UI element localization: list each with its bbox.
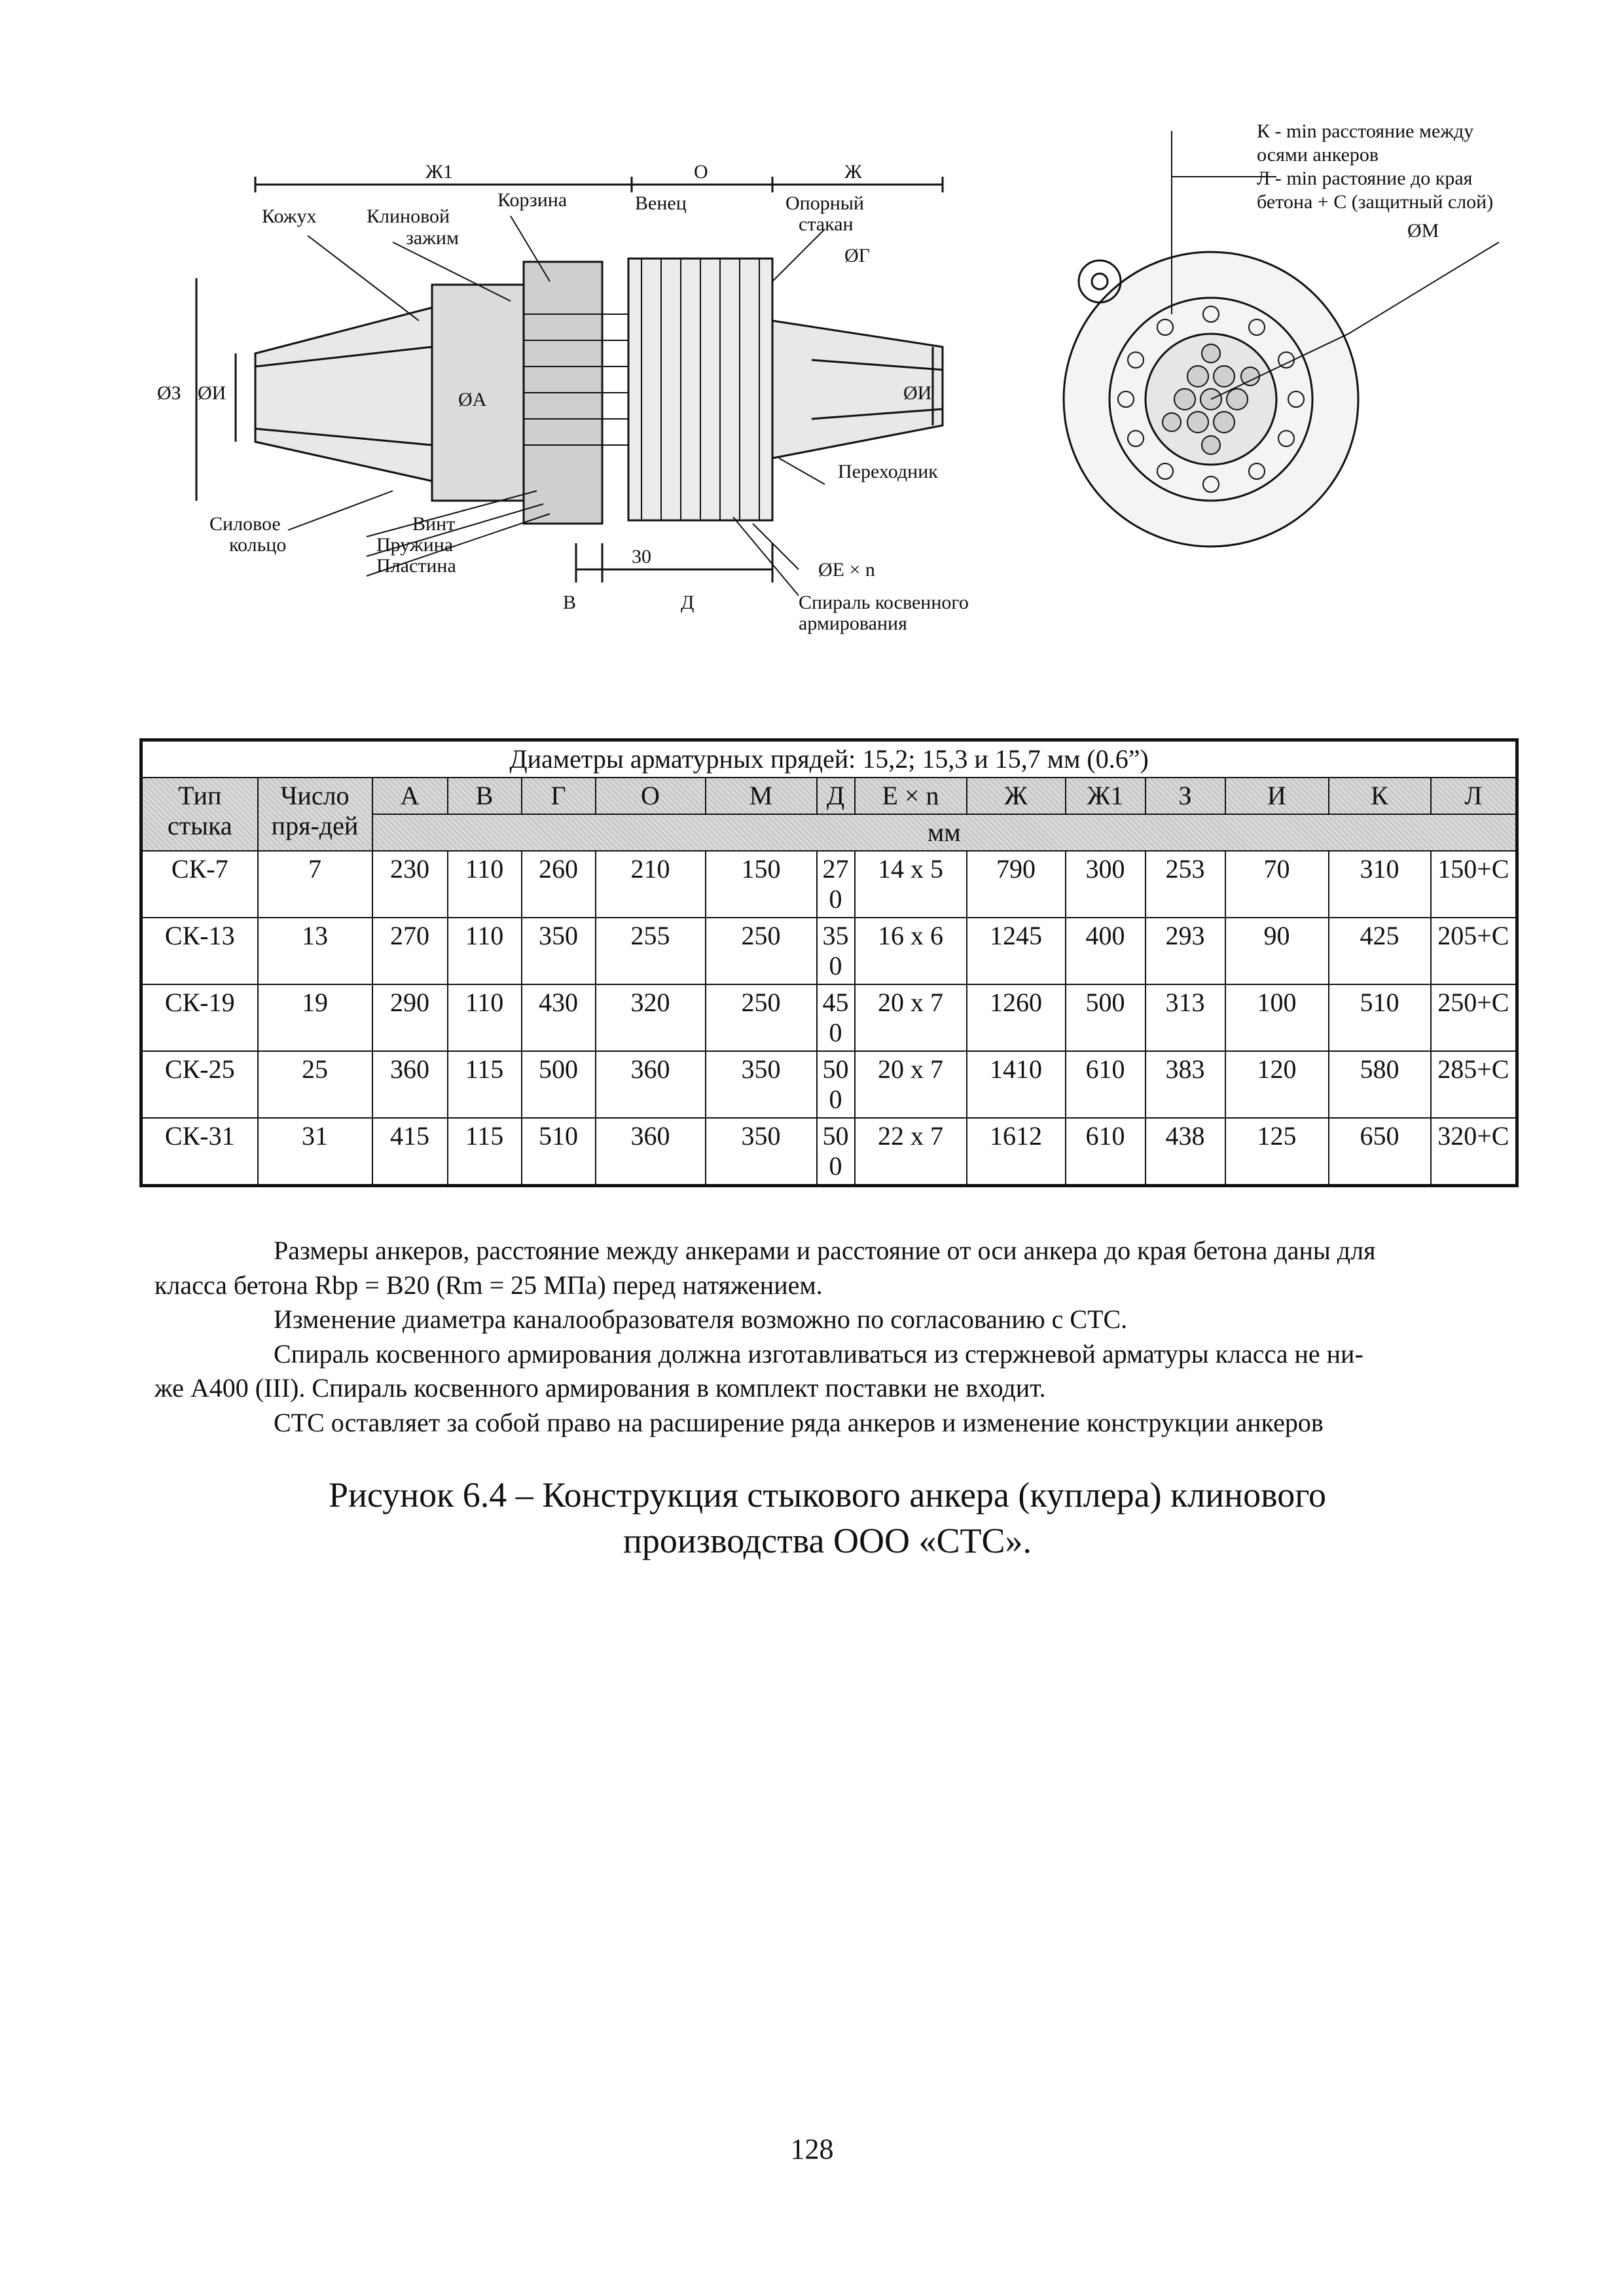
table-cell: СК-19	[141, 984, 258, 1051]
header-type: Тип стыка	[141, 778, 258, 851]
table-cell: 150	[706, 851, 817, 918]
table-cell: 16 х 6	[855, 918, 967, 984]
page-number: 128	[790, 2133, 834, 2165]
coupler-side-view-drawing	[144, 151, 1021, 648]
table-cell: 250	[706, 984, 817, 1051]
table-cell: 270	[817, 851, 855, 918]
table-cell: 22 х 7	[855, 1118, 967, 1186]
table-cell: 350	[706, 1051, 817, 1118]
legend-k-line2: осями анкеров	[1257, 144, 1379, 166]
note-1b: класса бетона Rbp = B20 (Rm = 25 МПа) перед натяжением.	[154, 1270, 823, 1300]
table-cell: 350	[817, 918, 855, 984]
table-cell: 430	[522, 984, 596, 1051]
header-a: А	[372, 778, 448, 814]
note-3b: же А400 (III). Спираль косвенного армирования в комплект поставки не входит.	[154, 1373, 1046, 1403]
header-g: Г	[522, 778, 596, 814]
note-4: СТС оставляет за собой право на расширение ряда анкеров и изменение конструкции анкеров	[274, 1408, 1324, 1437]
legend-l-line1: Л - min растояние до края	[1257, 168, 1473, 189]
table-row	[141, 918, 1517, 984]
table-cell: 360	[372, 1051, 448, 1118]
table-cell: 250+С	[1431, 984, 1517, 1051]
table-cell: 255	[596, 918, 706, 984]
label-perekhodnik: Переходник	[838, 461, 938, 482]
table-cell: 205+С	[1431, 918, 1517, 984]
table-cell: 415	[372, 1118, 448, 1186]
header-d: Д	[817, 778, 855, 814]
label-venets: Венец	[635, 192, 687, 214]
table-cell: СК-25	[141, 1051, 258, 1118]
table-row	[141, 1051, 1517, 1118]
table-cell: 90	[1225, 918, 1329, 984]
legend-l-line2: бетона + С (защитный слой)	[1257, 191, 1494, 213]
label-dia-i-right: ØИ	[903, 382, 932, 404]
table-row	[141, 851, 1517, 918]
label-zh: Ж	[844, 161, 862, 183]
header-i: И	[1225, 778, 1329, 814]
table-cell: 120	[1225, 1051, 1329, 1118]
table-cell: 253	[1146, 851, 1225, 918]
label-30: 30	[632, 546, 651, 567]
table-cell: 310	[1329, 851, 1431, 918]
label-dia-g: ØГ	[844, 245, 871, 266]
table-cell: 580	[1329, 1051, 1431, 1118]
table-cell: 110	[448, 851, 522, 918]
legend-dia-m: ØM	[1407, 220, 1439, 242]
table-cell: 70	[1225, 851, 1329, 918]
table-cell: 360	[596, 1118, 706, 1186]
label-silovoe: Силовое	[209, 513, 281, 535]
unit-row: мм	[372, 814, 1517, 851]
label-korzina: Корзина	[497, 189, 568, 211]
label-v: В	[563, 592, 577, 613]
table-cell: 790	[967, 851, 1066, 918]
table-cell: 610	[1066, 1051, 1146, 1118]
label-d: Д	[681, 592, 695, 613]
table-cell: 500	[522, 1051, 596, 1118]
table-cell: 25	[258, 1051, 372, 1118]
label-zazhim: зажим	[406, 227, 459, 249]
table-cell: 320+С	[1431, 1118, 1517, 1186]
label-dia-z: ØЗ	[157, 382, 181, 404]
table-cell: 31	[258, 1118, 372, 1186]
label-klinovoy: Клиновой	[367, 206, 450, 227]
header-en: Е × n	[855, 778, 967, 814]
label-opornyy: Опорный	[785, 192, 864, 214]
table-cell: 1410	[967, 1051, 1066, 1118]
table-cell: 425	[1329, 918, 1431, 984]
label-kozhukh: Кожух	[262, 206, 317, 227]
table-cell: 320	[596, 984, 706, 1051]
table-cell: 313	[1146, 984, 1225, 1051]
label-dia-e-n: ØЕ × n	[818, 559, 875, 581]
table-cell: 115	[448, 1051, 522, 1118]
table-cell: 7	[258, 851, 372, 918]
table-cell: 115	[448, 1118, 522, 1186]
table-cell: 150+С	[1431, 851, 1517, 918]
header-l: Л	[1431, 778, 1517, 814]
anchor-spec-table	[139, 738, 1519, 1187]
header-m: М	[706, 778, 817, 814]
table-cell: 450	[817, 984, 855, 1051]
label-dia-i-left: ØИ	[198, 382, 226, 404]
table-cell: 20 х 7	[855, 1051, 967, 1118]
table-cell: СК-7	[141, 851, 258, 918]
label-spiral-1: Спираль косвенного	[799, 592, 969, 613]
table-cell: 500	[1066, 984, 1146, 1051]
table-cell: 1245	[967, 918, 1066, 984]
table-caption: Диаметры арматурных прядей: 15,2; 15,3 и 15,7 мм (0.6”)	[141, 740, 1517, 778]
label-plastina: Пластина	[376, 555, 456, 577]
table-row	[141, 1118, 1517, 1186]
header-zh1: Ж1	[1066, 778, 1146, 814]
table-cell: 13	[258, 918, 372, 984]
table-cell: 293	[1146, 918, 1225, 984]
table-cell: 438	[1146, 1118, 1225, 1186]
table-cell: 650	[1329, 1118, 1431, 1186]
note-3a: Спираль косвенного армирования должна изготавливаться из стержневой арматуры класса не ни-	[274, 1339, 1363, 1369]
label-koltso: кольцо	[229, 534, 287, 556]
figure-caption-line1: Рисунок 6.4 – Конструкция стыкового анкера (куплера) клинового	[328, 1475, 1327, 1515]
table-cell: 300	[1066, 851, 1146, 918]
table-cell: 100	[1225, 984, 1329, 1051]
table-cell: 500	[817, 1051, 855, 1118]
note-2: Изменение диаметра каналообразователя возможно по согласованию с СТС.	[274, 1304, 1128, 1334]
header-count: Число пря-дей	[258, 778, 372, 851]
label-spiral-2: армирования	[799, 613, 907, 634]
table-cell: 19	[258, 984, 372, 1051]
table-cell: 610	[1066, 1118, 1146, 1186]
label-o: О	[694, 161, 708, 183]
table-cell: 250	[706, 918, 817, 984]
table-cell: 125	[1225, 1118, 1329, 1186]
table-cell: 290	[372, 984, 448, 1051]
table-cell: 14 х 5	[855, 851, 967, 918]
table-cell: 1260	[967, 984, 1066, 1051]
table-row	[141, 984, 1517, 1051]
table-cell: 360	[596, 1051, 706, 1118]
table-cell: СК-13	[141, 918, 258, 984]
table-body	[141, 851, 1517, 1186]
coupler-end-view-drawing	[1041, 118, 1578, 576]
table-cell: 510	[1329, 984, 1431, 1051]
table-cell: 285+С	[1431, 1051, 1517, 1118]
table-cell: 260	[522, 851, 596, 918]
note-1a: Размеры анкеров, расстояние между анкерами и расстояние от оси анкера до края бетона даны для	[274, 1236, 1376, 1265]
table-cell: 400	[1066, 918, 1146, 984]
table-cell: 110	[448, 918, 522, 984]
label-vint: Винт	[412, 513, 456, 535]
label-stakan: стакан	[799, 213, 854, 235]
figure-caption-line2: производства ООО «СТС».	[623, 1521, 1032, 1560]
label-dia-a: ØА	[458, 389, 487, 410]
label-zh1: Ж1	[425, 161, 453, 183]
table-cell: 230	[372, 851, 448, 918]
table-cell: СК-31	[141, 1118, 258, 1186]
header-v: В	[448, 778, 522, 814]
header-k: К	[1329, 778, 1431, 814]
table-cell: 383	[1146, 1051, 1225, 1118]
table-cell: 1612	[967, 1118, 1066, 1186]
header-zh: Ж	[967, 778, 1066, 814]
table-cell: 500	[817, 1118, 855, 1186]
table-cell: 350	[706, 1118, 817, 1186]
header-o: О	[596, 778, 706, 814]
table-cell: 20 х 7	[855, 984, 967, 1051]
header-z: З	[1146, 778, 1225, 814]
legend-k-line1: К - min расстояние между	[1257, 120, 1474, 142]
table-cell: 110	[448, 984, 522, 1051]
table-cell: 210	[596, 851, 706, 918]
table-cell: 270	[372, 918, 448, 984]
table-cell: 510	[522, 1118, 596, 1186]
label-pruzhina: Пружина	[376, 534, 454, 556]
table-cell: 350	[522, 918, 596, 984]
